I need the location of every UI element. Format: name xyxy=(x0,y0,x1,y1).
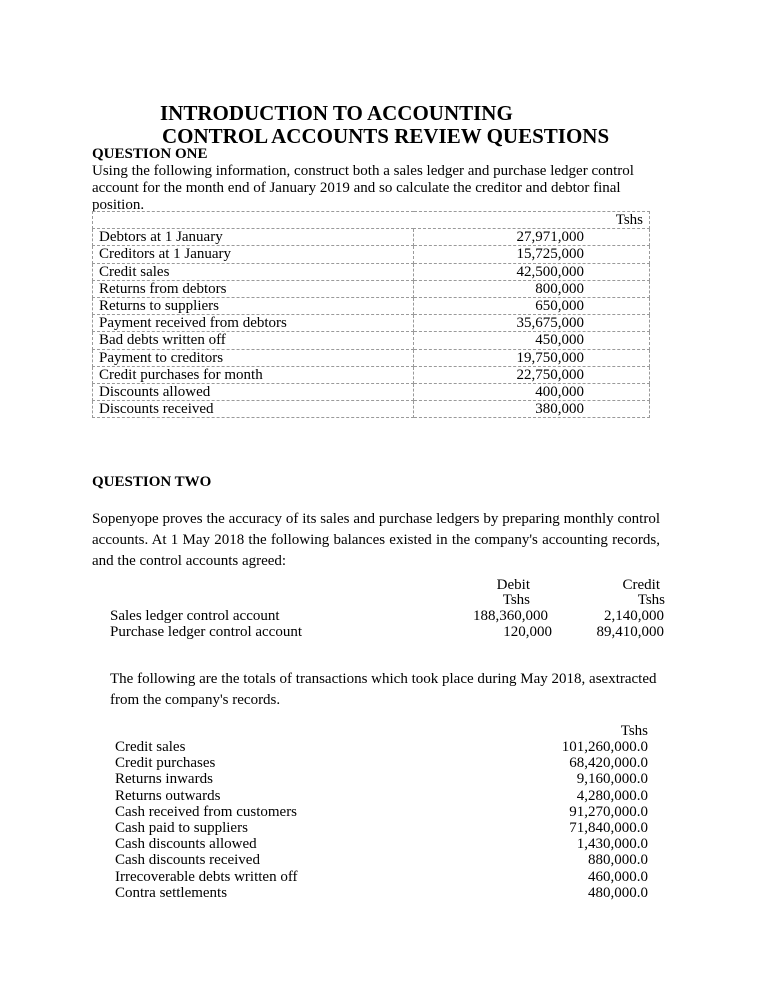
table-row xyxy=(93,401,650,418)
balance-label: Purchase ledger control account xyxy=(110,624,303,640)
question-two-heading: QUESTION TWO xyxy=(92,474,212,490)
item-amount: 71,840,000.0 xyxy=(569,819,648,836)
row-label: Creditors at 1 January xyxy=(93,246,414,263)
table-row xyxy=(93,332,650,349)
intro-line: position. xyxy=(92,197,145,213)
table-row xyxy=(93,383,650,400)
item-amount: 91,270,000.0 xyxy=(569,803,648,820)
row-label: Discounts allowed xyxy=(93,383,414,400)
item-label: Returns inwards xyxy=(115,771,213,788)
transactions-intro xyxy=(110,669,657,711)
balance-credit: 2,140,000 xyxy=(604,608,664,624)
balance-debit: 120,000 xyxy=(503,624,552,640)
item-label: Cash discounts allowed xyxy=(115,836,257,853)
document-title-line1: INTRODUCTION TO ACCOUNTING xyxy=(160,101,513,125)
item-label: Cash paid to suppliers xyxy=(115,819,248,836)
row-label: Payment received from debtors xyxy=(93,315,414,332)
list-item xyxy=(115,820,648,836)
document-title-line2: CONTROL ACCOUNTS REVIEW QUESTIONS xyxy=(162,124,610,148)
table-row xyxy=(93,280,650,297)
row-amount: 650,000 xyxy=(414,297,650,314)
balance-debit: 188,360,000 xyxy=(473,608,548,624)
row-label: Debtors at 1 January xyxy=(93,229,414,246)
row-label: Bad debts written off xyxy=(93,332,414,349)
item-label: Credit purchases xyxy=(115,755,216,772)
item-amount: 880,000.0 xyxy=(588,852,648,869)
row-amount: 450,000 xyxy=(414,332,650,349)
item-amount: 68,420,000.0 xyxy=(569,755,648,772)
item-label: Contra settlements xyxy=(115,884,228,901)
item-label: Credit sales xyxy=(115,739,186,755)
item-amount: 460,000.0 xyxy=(588,868,648,885)
transactions-list xyxy=(115,739,648,901)
table-row xyxy=(93,263,650,280)
row-amount: 19,750,000 xyxy=(414,349,650,366)
row-label: Credit purchases for month xyxy=(93,366,414,383)
item-label: Cash received from customers xyxy=(115,803,298,820)
table-row xyxy=(93,297,650,314)
question-one-heading: QUESTION ONE xyxy=(92,146,208,162)
item-amount: 1,430,000.0 xyxy=(576,836,648,853)
item-amount: 101,260,000.0 xyxy=(561,739,648,755)
list-item xyxy=(115,771,648,787)
question-two-paragraph: Sopenyope proves the accuracy of its sales and purchase ledgers by preparing monthly control accounts. At 1 May 2018 the following balances existed in the company's accounting records, and the control accounts agreed: xyxy=(92,511,660,569)
currency-header: Tshs xyxy=(93,212,650,229)
table-row xyxy=(93,229,650,246)
row-amount: 15,725,000 xyxy=(414,246,650,263)
list-item xyxy=(115,852,648,868)
row-label: Returns to suppliers xyxy=(93,297,414,314)
item-amount: 4,280,000.0 xyxy=(576,787,648,804)
row-amount: 27,971,000 xyxy=(414,229,650,246)
row-amount: 22,750,000 xyxy=(414,366,650,383)
list-item xyxy=(115,804,648,820)
list-item xyxy=(115,869,648,885)
item-label: Cash discounts received xyxy=(115,852,260,869)
row-amount: 400,000 xyxy=(414,383,650,400)
credit-header: Credit xyxy=(622,577,660,593)
table-header-row xyxy=(93,212,650,229)
row-label: Discounts received xyxy=(93,401,414,418)
item-amount: 480,000.0 xyxy=(588,884,648,901)
list-item xyxy=(115,755,648,771)
item-label: Returns outwards xyxy=(115,787,221,804)
row-label: Payment to creditors xyxy=(93,349,414,366)
table-row xyxy=(93,246,650,263)
list-item xyxy=(115,788,648,804)
question-one-intro xyxy=(92,163,692,214)
table-row xyxy=(93,349,650,366)
row-amount: 42,500,000 xyxy=(414,263,650,280)
list-item xyxy=(115,836,648,852)
balance-credit: 89,410,000 xyxy=(596,624,664,640)
balance-label: Sales ledger control account xyxy=(110,608,280,624)
row-label: Credit sales xyxy=(93,263,414,280)
table-row xyxy=(93,315,650,332)
list-item xyxy=(115,739,648,755)
item-amount: 9,160,000.0 xyxy=(576,771,648,788)
question-one-table xyxy=(92,211,650,418)
debit-header: Debit xyxy=(496,577,530,593)
intro-line: The following are the totals of transactions which took place during May 2018, asextracted xyxy=(110,671,657,687)
intro-line: from the company's records. xyxy=(110,692,281,708)
list-item xyxy=(115,885,648,901)
row-amount: 35,675,000 xyxy=(414,315,650,332)
row-amount: 380,000 xyxy=(414,401,650,418)
credit-currency: Tshs xyxy=(637,592,665,608)
intro-line: account for the month end of January 2019 and so calculate the creditor and debtor final xyxy=(92,180,621,196)
table-row xyxy=(93,366,650,383)
transactions-currency: Tshs xyxy=(620,723,648,739)
row-amount: 800,000 xyxy=(414,280,650,297)
row-label: Returns from debtors xyxy=(93,280,414,297)
item-label: Irrecoverable debts written off xyxy=(115,868,298,885)
debit-currency: Tshs xyxy=(502,592,530,608)
intro-line: Using the following information, construct both a sales ledger and purchase ledger control xyxy=(92,163,634,179)
